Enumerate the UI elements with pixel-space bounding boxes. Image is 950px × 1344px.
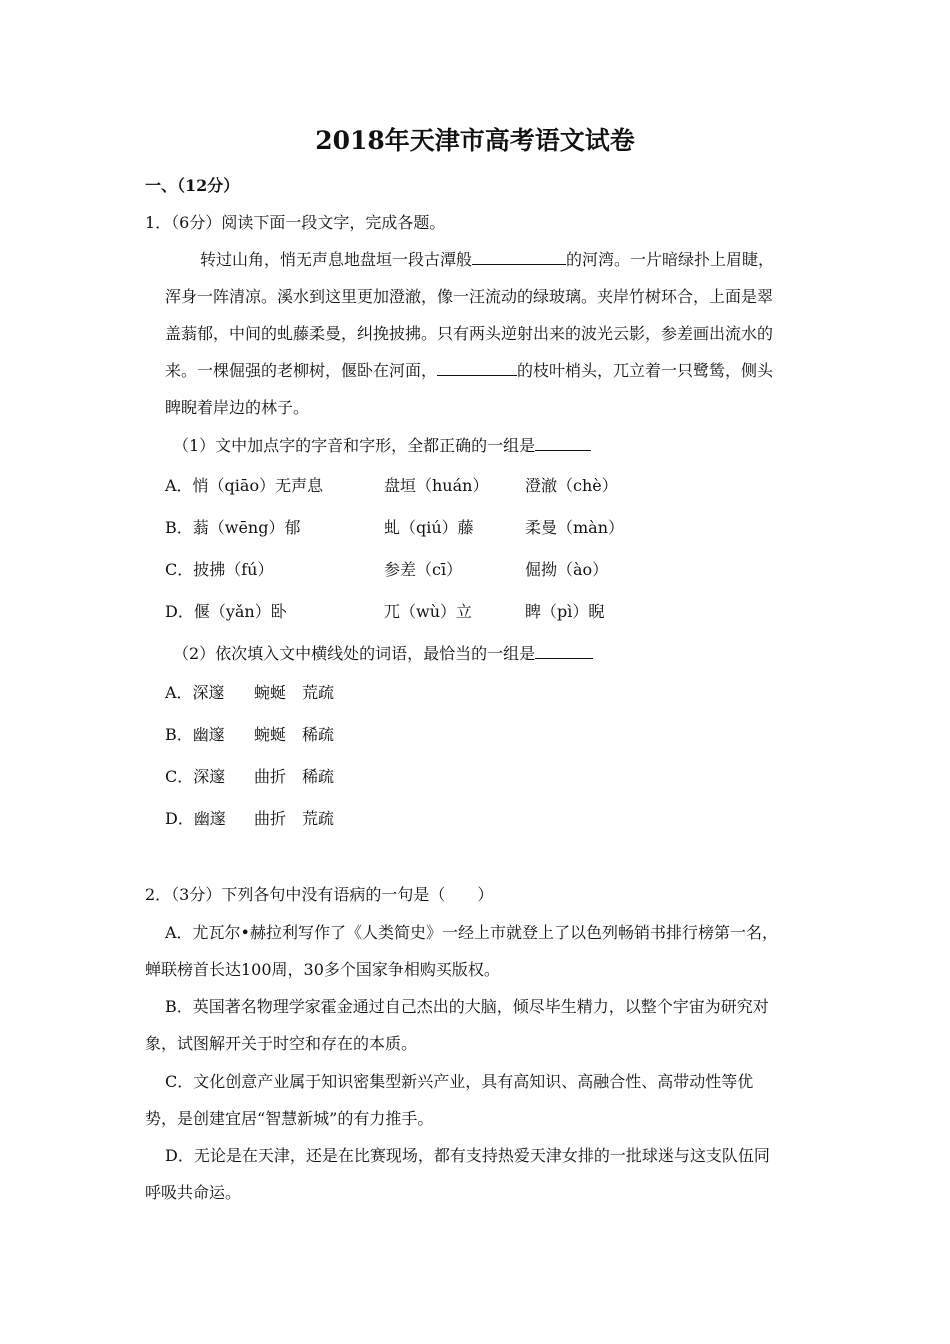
option-2-b-2: 蜿蜒 — [254, 725, 287, 744]
option-2-c[interactable]: C．深邃 — [165, 767, 226, 786]
passage-line-2: 浑身一阵清凉。溪水到这里更加澄澈，像一汪流动的绿玻璃。夹岸竹树环合，上面是翠 — [165, 287, 774, 306]
subquestion-2: （2）依次填入文中横线处的词语，最恰当的一组是 — [173, 642, 593, 666]
exam-title: 2018年天津市高考语文试卷 — [315, 126, 635, 155]
option-1-b-3: 柔曼（màn） — [525, 518, 625, 537]
passage-line-5: 睥睨着岸边的林子。 — [165, 398, 310, 417]
option-2-b-3: 稀疏 — [302, 725, 335, 744]
option-q2-b[interactable]: B．英国著名物理学家霍金通过自己杰出的大脑，倾尽毕生精力，以整个宇宙为研究对 — [165, 997, 769, 1016]
option-2-a[interactable]: A．深邃 — [165, 683, 225, 702]
question-2-stem: 2．（3分）下列各句中没有语病的一句是（ ） — [145, 885, 494, 904]
option-q2-a-cont: 蝉联榜首长达100周，30多个国家争相购买版权。 — [145, 960, 500, 979]
option-1-c-3: 倔拗（ào） — [525, 560, 609, 579]
option-1-d[interactable]: D．偃（yǎn）卧 — [165, 602, 287, 621]
option-2-a-2: 蜿蜒 — [254, 683, 287, 702]
passage-text: 来。一棵倔强的老柳树，偃卧在河面， — [165, 361, 438, 380]
option-q2-a[interactable]: A．尤瓦尔•赫拉利写作了《人类简史》一经上市就登上了以色列畅销书排行榜第一名， — [165, 923, 778, 942]
option-q2-d-cont: 呼吸共命运。 — [145, 1183, 242, 1202]
passage-line-3: 盖蓊郁，中间的虬藤柔曼，纠挽披拂。只有两头逆射出来的波光云影，参差画出流水的 — [165, 324, 774, 343]
option-2-d[interactable]: D．幽邃 — [165, 809, 226, 828]
option-2-c-2: 曲折 — [254, 767, 287, 786]
option-1-d-3: 睥（pì）睨 — [525, 602, 605, 621]
option-2-a-3: 荒疏 — [302, 683, 335, 702]
option-1-b[interactable]: B．蓊（wēng）郁 — [165, 518, 301, 537]
passage-text: 转过山角，悄无声息地盘垣一段古潭般 — [200, 250, 473, 269]
option-1-c-2: 参差（cī） — [384, 560, 463, 579]
fill-blank-2[interactable] — [437, 359, 517, 376]
question-1-stem: 1．（6分）阅读下面一段文字，完成各题。 — [145, 213, 446, 232]
fill-blank-1[interactable] — [472, 248, 566, 265]
option-q2-d[interactable]: D．无论是在天津，还是在比赛现场，都有支持热爱天津女排的一批球迷与这支队伍同 — [165, 1146, 770, 1165]
option-1-a-2: 盘垣（huán） — [384, 476, 489, 495]
option-q2-c-cont: 势，是创建宜居“智慧新城”的有力推手。 — [145, 1109, 434, 1128]
answer-blank-2[interactable] — [535, 642, 593, 659]
passage-line-4 — [165, 359, 773, 383]
answer-blank-1[interactable] — [535, 434, 591, 451]
section-heading: 一、（12分） — [145, 176, 240, 195]
passage-line-1 — [200, 248, 774, 272]
passage-text: 的枝叶梢头，兀立着一只鹭鸶，侧头 — [517, 361, 774, 380]
passage-text: 的河湾。一片暗绿扑上眉睫， — [566, 250, 775, 269]
option-1-a[interactable]: A．悄（qiāo）无声息 — [165, 476, 324, 495]
option-q2-c[interactable]: C．文化创意产业属于知识密集型新兴产业，具有高知识、高融合性、高带动性等优 — [165, 1072, 754, 1091]
option-2-c-3: 稀疏 — [302, 767, 335, 786]
option-2-d-2: 曲折 — [254, 809, 287, 828]
option-1-b-2: 虬（qiú）藤 — [384, 518, 474, 537]
subquestion-1: （1）文中加点字的字音和字形，全都正确的一组是 — [173, 434, 591, 458]
option-1-d-2: 兀（wù）立 — [384, 602, 473, 621]
option-2-d-3: 荒疏 — [302, 809, 335, 828]
option-1-a-3: 澄澈（chè） — [525, 476, 618, 495]
option-q2-b-cont: 象，试图解开关于时空和存在的本质。 — [145, 1034, 418, 1053]
option-1-c[interactable]: C．披拂（fú） — [165, 560, 274, 579]
option-2-b[interactable]: B．幽邃 — [165, 725, 225, 744]
